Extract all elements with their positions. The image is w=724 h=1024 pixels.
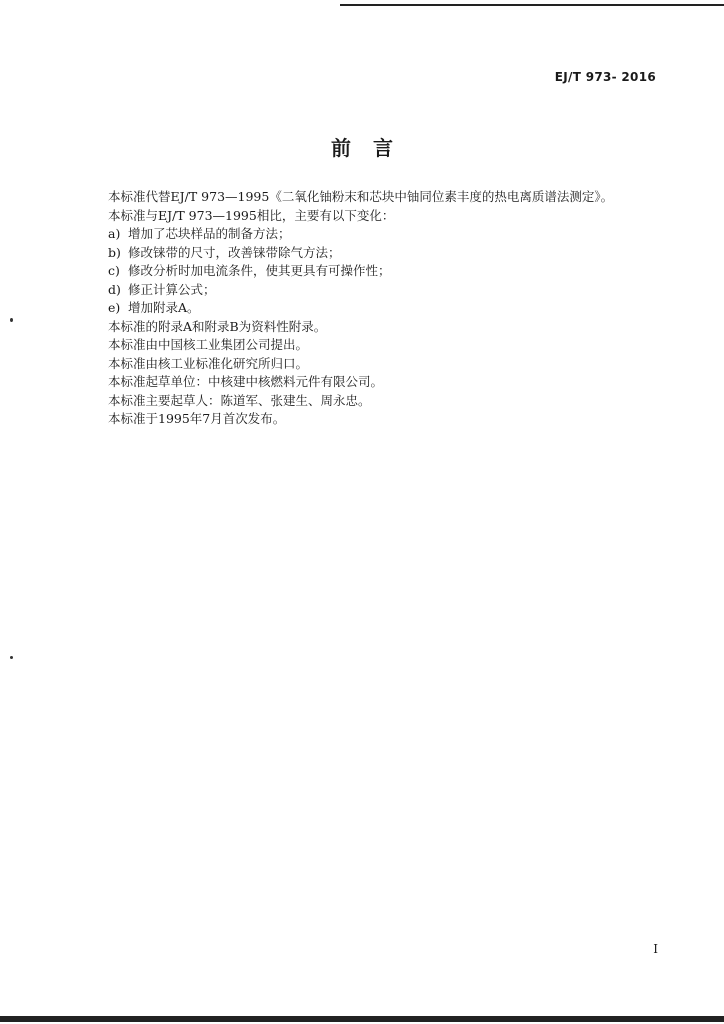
document-code: EJ/T 973- 2016	[554, 70, 656, 84]
list-marker: d)	[108, 281, 121, 297]
paragraph-drafters: 本标准主要起草人：陈道军、张建生、周永忠。	[108, 392, 371, 408]
body-text	[108, 188, 698, 429]
list-marker: b)	[108, 244, 121, 260]
list-item	[108, 281, 698, 300]
paragraph-appendix: 本标准的附录A和附录B为资料性附录。	[108, 318, 327, 334]
list-item-text: 修改铼带的尺寸，改善铼带除气方法；	[128, 244, 341, 260]
paragraph-changes-intro: 本标准与EJ/T 973—1995相比，主要有以下变化：	[108, 207, 395, 223]
scan-speck	[10, 656, 13, 659]
page-number: I	[653, 942, 658, 956]
changes-list	[108, 225, 698, 318]
paragraph-first-published: 本标准于1995年7月首次发布。	[108, 411, 286, 426]
list-marker: e)	[108, 300, 121, 315]
bottom-rule	[0, 1016, 724, 1022]
paragraph-drafting-unit: 本标准起草单位：中核建中核燃料元件有限公司。	[108, 374, 384, 389]
list-item-text: 修改分析时加电流条件，使其更具有可操作性；	[128, 263, 391, 278]
list-item	[108, 244, 698, 263]
page-title: 前言	[331, 136, 415, 160]
list-marker: c)	[108, 263, 120, 278]
scan-speck	[10, 318, 13, 322]
list-item-text: 增加了芯块样品的制备方法；	[128, 226, 291, 241]
list-item	[108, 299, 698, 318]
top-rule	[340, 4, 724, 6]
paragraph-proposed-by: 本标准由中国核工业集团公司提出。	[108, 337, 309, 352]
list-item-text: 增加附录A。	[128, 300, 200, 315]
list-marker: a)	[108, 226, 121, 241]
paragraph-replaces: 本标准代替EJ/T 973—1995《二氧化铀粉末和芯块中铀同位素丰度的热电离质谱法测定》。	[108, 189, 614, 204]
paragraph-centralized-by: 本标准由核工业标准化研究所归口。	[108, 355, 309, 371]
list-item	[108, 225, 698, 244]
list-item	[108, 262, 698, 281]
list-item-text: 修正计算公式；	[128, 281, 216, 297]
